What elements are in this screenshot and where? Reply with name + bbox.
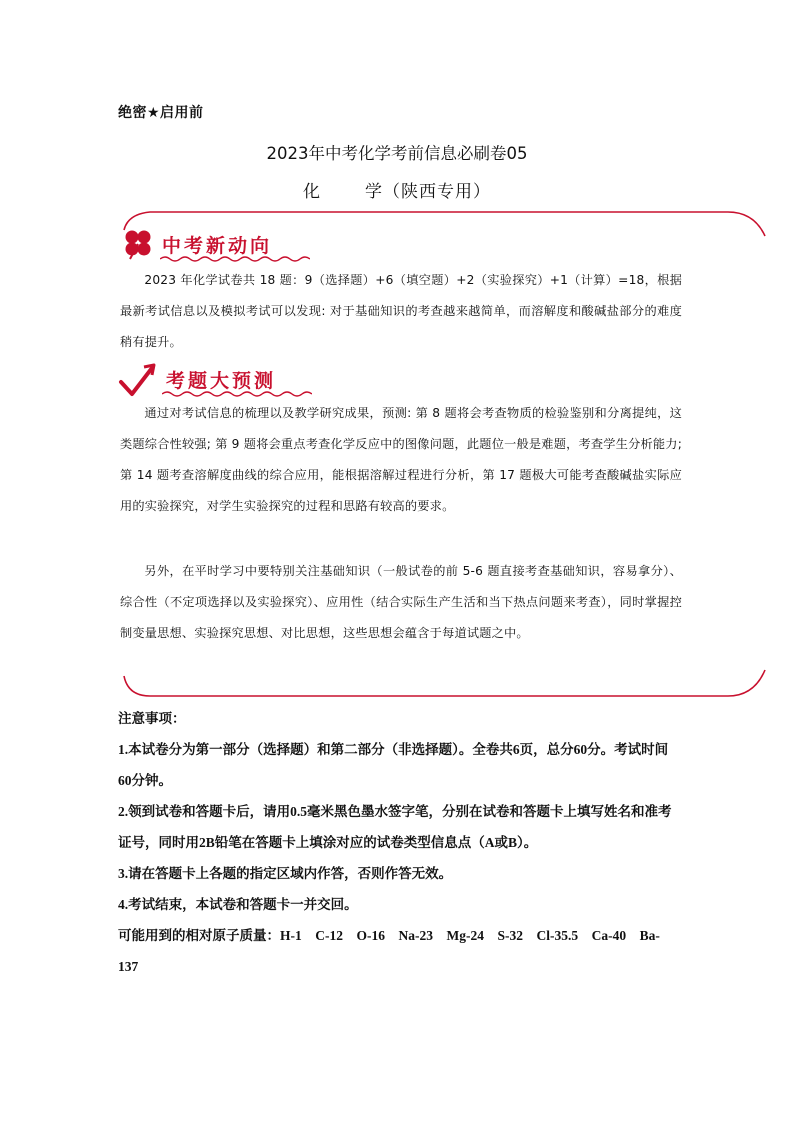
exam-title: 2023年中考化学考前信息必刷卷05	[266, 144, 528, 163]
wavy-underline	[160, 255, 310, 263]
exam-subtitle	[0, 177, 794, 202]
notes-heading: 注意事项：	[118, 711, 186, 726]
note-item: 2.领到试卷和答题卡后，请用0.5毫米黑色墨水签字笔，分别在试卷和答题卡上填写姓名和准考证号，同时用2B铅笔在答题卡上填涂对应的试卷类型信息点（A或B）。	[118, 804, 672, 850]
clover-flower-icon	[120, 228, 156, 260]
banner-title-prediction: 考题大预测	[166, 370, 277, 392]
atomic-masses: 可能用到的相对原子质量：H-1 C-12 O-16 Na-23 Mg-24 S-32 Cl-35.5 Ca-40 Ba-137	[118, 928, 660, 974]
section-banner-prediction	[118, 362, 308, 392]
secret-mark: 绝密★启用前	[118, 105, 204, 121]
note-item: 4.考试结束，本试卷和答题卡一并交回。	[118, 897, 358, 912]
wavy-underline	[162, 390, 312, 398]
exam-notes	[118, 703, 678, 982]
prediction-paragraph-2: 另外，在平时学习中要特别关注基础知识（一般试卷的前 5-6 题直接考查基础知识，容易拿分）、综合性（不定项选择以及实验探究）、应用性（结合实际生产生活和当下热点问题来考查），同时掌握控制变量思想、实验探究思想、对比思想，这些思想会蕴含于每道试题之中。	[120, 564, 682, 640]
note-item: 3.请在答题卡上各题的指定区域内作答，否则作答无效。	[118, 866, 453, 881]
section-banner-trend	[120, 228, 310, 258]
subtitle-region: 学（陕西专用）	[365, 182, 491, 202]
trend-paragraph: 2023 年化学试卷共 18 题：9（选择题）+6（填空题）+2（实验探究）+1（计算）=18，根据最新考试信息以及模拟考试可以发现: 对于基础知识的考查越来越简单，而溶解度和酸碱盐部分的难度稍有提升。	[120, 273, 682, 349]
banner-title-trend: 中考新动向	[162, 235, 273, 257]
check-arrow-icon	[118, 362, 158, 398]
note-item: 1.本试卷分为第一部分（选择题）和第二部分（非选择题）。全卷共6页，总分60分。考试时间60分钟。	[118, 742, 669, 788]
prediction-paragraph-1: 通过对考试信息的梳理以及教学研究成果，预测: 第 8 题将会考查物质的检验鉴别和分离提纯，这类题综合性较强; 第 9 题将会重点考查化学反应中的图像问题，此题位一般是难题，考查学生分析能力; 第 14 题考查溶解度曲线的综合应用，能根据溶解过程进行分析，第 17 题极大可能考查酸碱盐实际应用的实验探究，对学生实验探究的过程和思路有较高的要求。	[120, 406, 682, 513]
subtitle-subject: 化	[303, 182, 321, 202]
